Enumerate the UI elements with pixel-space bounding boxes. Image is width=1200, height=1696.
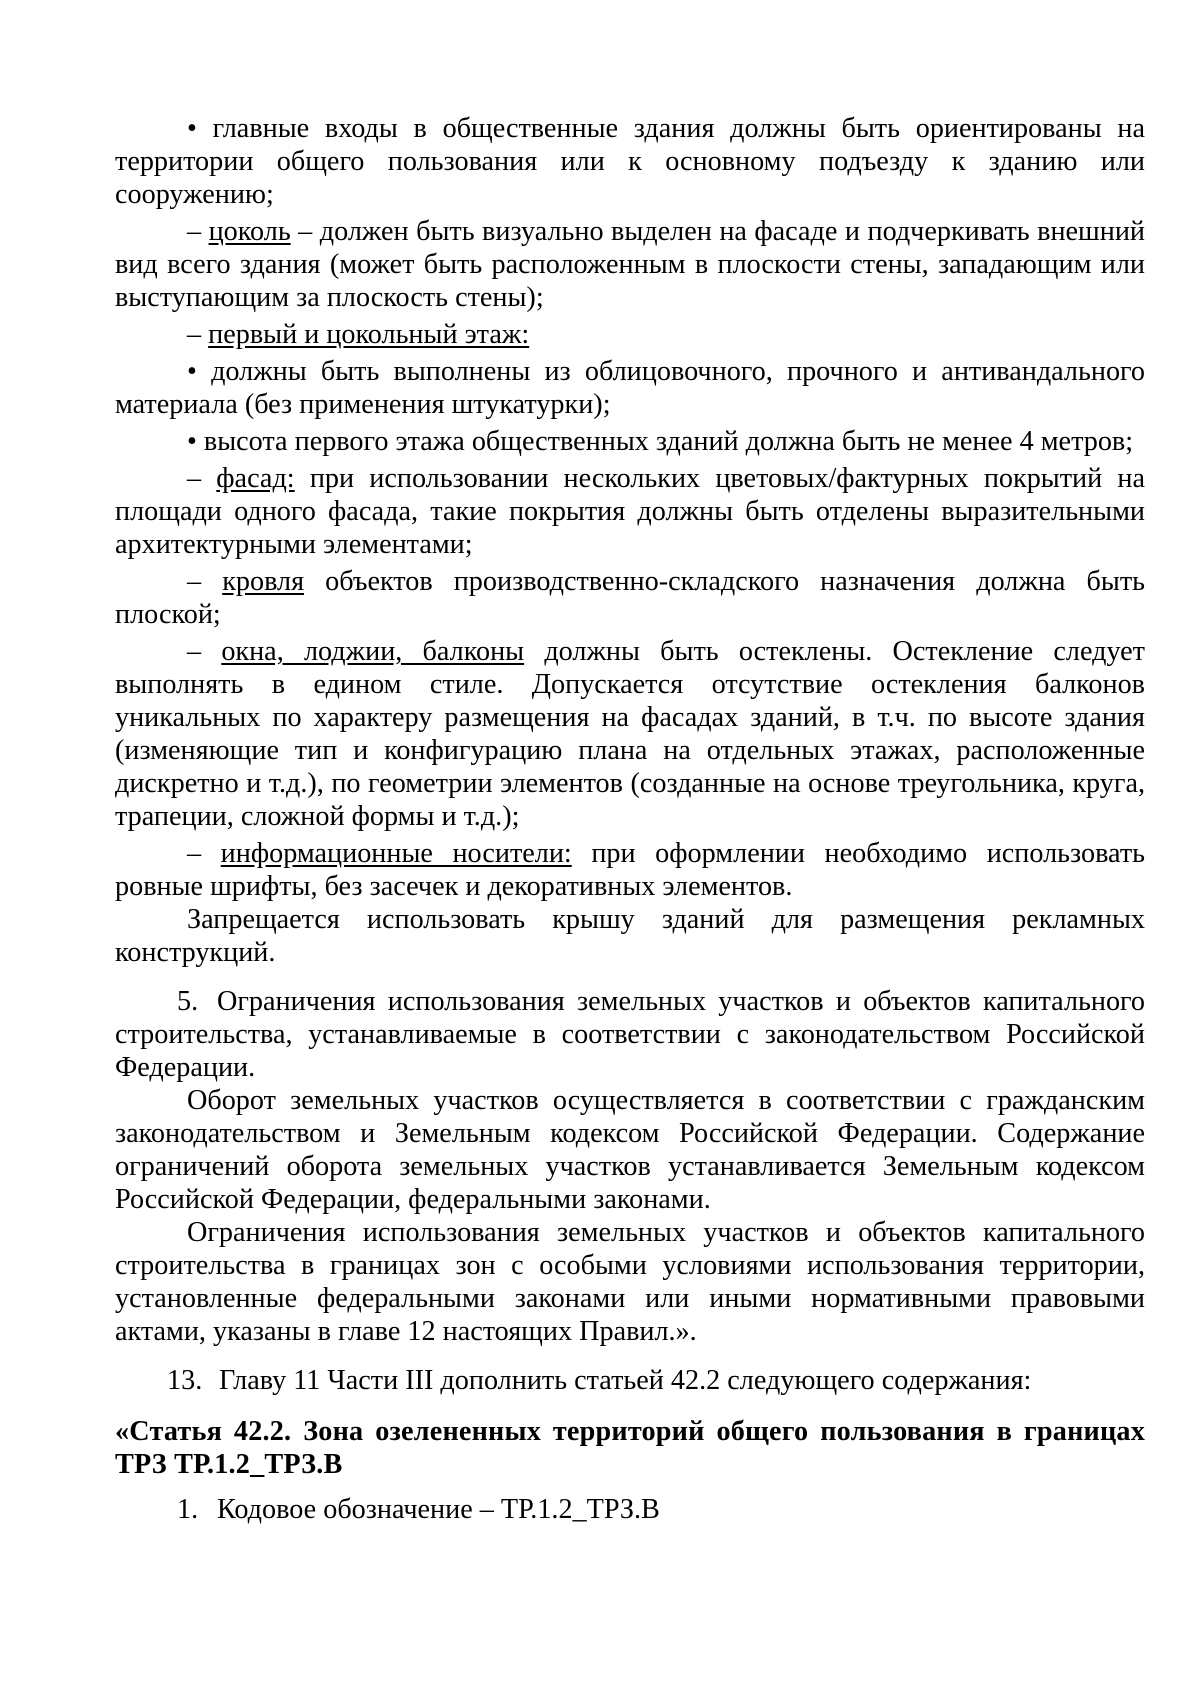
- numbered-item-5: [115, 985, 1145, 1084]
- paragraph-floor-height: • высота первого этажа общественных зданий должна быть не менее 4 метров;: [187, 426, 1134, 457]
- item-number: 5.: [177, 986, 199, 1017]
- paragraph-main-entrances: • главные входы в общественные здания должны быть ориентированы на территории общего пользования или к основному подъезду к зданию или сооружению;: [115, 113, 1145, 210]
- term-roof: кровля: [222, 566, 305, 597]
- paragraph-plinth: [115, 215, 1145, 314]
- dash: –: [187, 636, 222, 667]
- paragraph-roof-ads: Запрещается использовать крышу зданий для размещения рекламных конструкций.: [115, 904, 1145, 968]
- paragraph-windows-text: должны быть остеклены. Остекление следует выполнять в едином стиле. Допускается отсутствие остекления балконов уникальных по характеру размещения на фасадах зданий, в т.ч. по высоте здания (изменяющие тип и конфигурацию плана на отдельных этажах, расположенные дискретно и т.д.), по геометрии элементов (созданные на основе треугольника, круга, трапеции, сложной формы и т.д.);: [115, 636, 1146, 832]
- item-text: Ограничения использования земельных участков и объектов капитального строительства, устанавливаемые в соответствии с законодательством Российской Федерации.: [115, 986, 1145, 1083]
- paragraph-info-carriers-text: при оформлении необходимо использовать ровные шрифты, без засечек и декоративных элементов.: [115, 838, 1145, 902]
- document-page: [115, 112, 1145, 1526]
- item-text: Кодовое обозначение – ТР.1.2_ТРЗ.В: [217, 1494, 660, 1525]
- paragraph-roof: [115, 565, 1145, 631]
- numbered-item-13: [115, 1364, 1145, 1397]
- paragraph-plinth-text: – должен быть визуально выделен на фасаде и подчеркивать внешний вид всего здания (может быть расположенным в плоскости стены, западающим или выступающим за плоскость стены);: [115, 216, 1145, 313]
- paragraph-roof-text: объектов производственно-складского назначения должна быть плоской;: [115, 566, 1145, 630]
- paragraph-windows: [115, 635, 1145, 833]
- paragraph-cladding: • должны быть выполнены из облицовочного, прочного и антивандального материала (без применения штукатурки);: [115, 356, 1145, 420]
- numbered-item-1: [115, 1493, 1145, 1526]
- dash: –: [187, 566, 223, 597]
- dash: –: [187, 319, 209, 350]
- item-number: 1.: [177, 1494, 199, 1525]
- paragraph-restrictions: Ограничения использования земельных участков и объектов капитального строительства в границах зон с особыми условиями использования территории, установленные федеральными законами или иными нормативными правовыми актами, указаны в главе 12 настоящих Правил.».: [115, 1217, 1145, 1347]
- term-info-carriers: информационные носители:: [220, 838, 572, 869]
- paragraph-land-turnover: Оборот земельных участков осуществляется в соответствии с гражданским законодательством и Земельным кодексом Российской Федерации. Содержание ограничений оборота земельных участков устанавливается Земельным кодексом Российской Федерации, федеральными законами.: [115, 1085, 1145, 1215]
- term-facade: фасад:: [216, 463, 295, 494]
- term-first-floor: первый и цокольный этаж:: [208, 319, 530, 350]
- paragraph-info-carriers: [115, 837, 1145, 903]
- term-windows: окна, лоджии, балконы: [221, 636, 525, 667]
- paragraph-first-floor: [115, 318, 1145, 351]
- dash: –: [187, 216, 209, 247]
- term-plinth: цоколь: [208, 216, 291, 247]
- paragraph-facade-text: при использовании нескольких цветовых/фактурных покрытий на площади одного фасада, такие покрытия должны быть отделены выразительными архитектурными элементами;: [115, 463, 1146, 560]
- item-number: 13.: [167, 1365, 203, 1396]
- paragraph-facade: [115, 462, 1145, 561]
- dash: –: [187, 838, 221, 869]
- dash: –: [187, 463, 217, 494]
- item-text: Главу 11 Части III дополнить статьей 42.2 следующего содержания:: [219, 1365, 1032, 1396]
- article-heading: «Статья 42.2. Зона озелененных территорий общего пользования в границах ТРЗ ТР.1.2_ТРЗ.В: [115, 1416, 1145, 1480]
